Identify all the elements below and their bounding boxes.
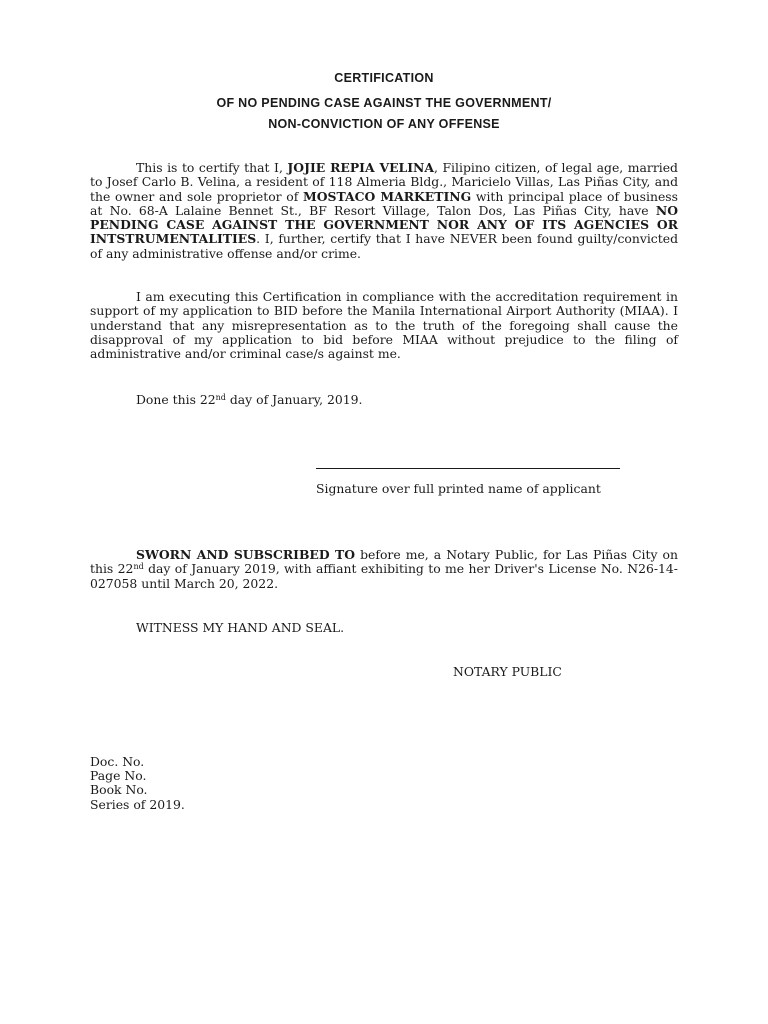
- business-name: MOSTACO MARKETING: [303, 188, 472, 204]
- page-no: Page No.: [90, 768, 147, 784]
- signature-line: [316, 468, 620, 469]
- done-ordinal: nd: [215, 393, 226, 402]
- book-no: Book No.: [90, 782, 148, 798]
- series: Series of 2019.: [90, 796, 185, 812]
- sworn-paragraph: [90, 548, 678, 591]
- witness-line: WITNESS MY HAND AND SEAL.: [136, 620, 345, 635]
- done-date-line: [136, 393, 362, 407]
- p1-text-2: , Filipino citizen, of legal age, married to Josef Carlo B. Velina, a resident of 118 Almeria Bldg., Maricielo Villas, Las Piñas City, and the owner and sole proprietor of: [90, 160, 678, 204]
- signature-caption: Signature over full printed name of applicant: [316, 481, 601, 496]
- certification-paragraph: [90, 161, 678, 261]
- sworn-ordinal: nd: [133, 562, 144, 572]
- title-line-1: CERTIFICATION: [334, 71, 434, 85]
- notarial-register: [90, 755, 185, 812]
- notary-public-label: NOTARY PUBLIC: [453, 664, 562, 679]
- sworn-text-1: before me, a Notary Public, for Las Piñas City on this 22: [90, 547, 678, 577]
- compliance-paragraph: I am executing this Certification in compliance with the accreditation requirement in support of my application to BID before the Manila International Airport Authority (MIAA). I understand that any misrepresentation as to the truth of the foregoing shall cause the disapproval of my application to bid before MIAA without prejudice to the filing of administrative and/or criminal case/s against me.: [90, 289, 678, 362]
- no-pending-case-statement: NO PENDING CASE AGAINST THE GOVERNMENT NOR ANY OF ITS AGENCIES OR INTSTRUMENTALITIES: [90, 202, 678, 247]
- p1-text-1: This is to certify that I,: [136, 160, 288, 175]
- sworn-heading: SWORN AND SUBSCRIBED TO: [136, 547, 356, 562]
- applicant-name: JOJIE REPIA VELINA: [287, 160, 434, 175]
- sworn-text-2: day of January 2019, with affiant exhibiting to me her Driver's License No. N26-14-027058 until March 20, 2022.: [90, 561, 678, 591]
- doc-no: Doc. No.: [90, 754, 145, 769]
- title-line-3: NON-CONVICTION OF ANY OFFENSE: [268, 117, 500, 131]
- done-prefix: Done this 22: [136, 392, 216, 407]
- title-line-2: OF NO PENDING CASE AGAINST THE GOVERNMENT/: [216, 96, 552, 110]
- done-rest: day of January, 2019.: [225, 392, 363, 407]
- p1-text-3: with principal place of business at No. 68-A Lalaine Bennet St., BF Resort Village, Talon Dos, Las Piñas City, have: [90, 188, 678, 218]
- p1-text-4: . I, further, certify that I have NEVER been found guilty/convicted of any administrative offense and/or crime.: [90, 231, 678, 261]
